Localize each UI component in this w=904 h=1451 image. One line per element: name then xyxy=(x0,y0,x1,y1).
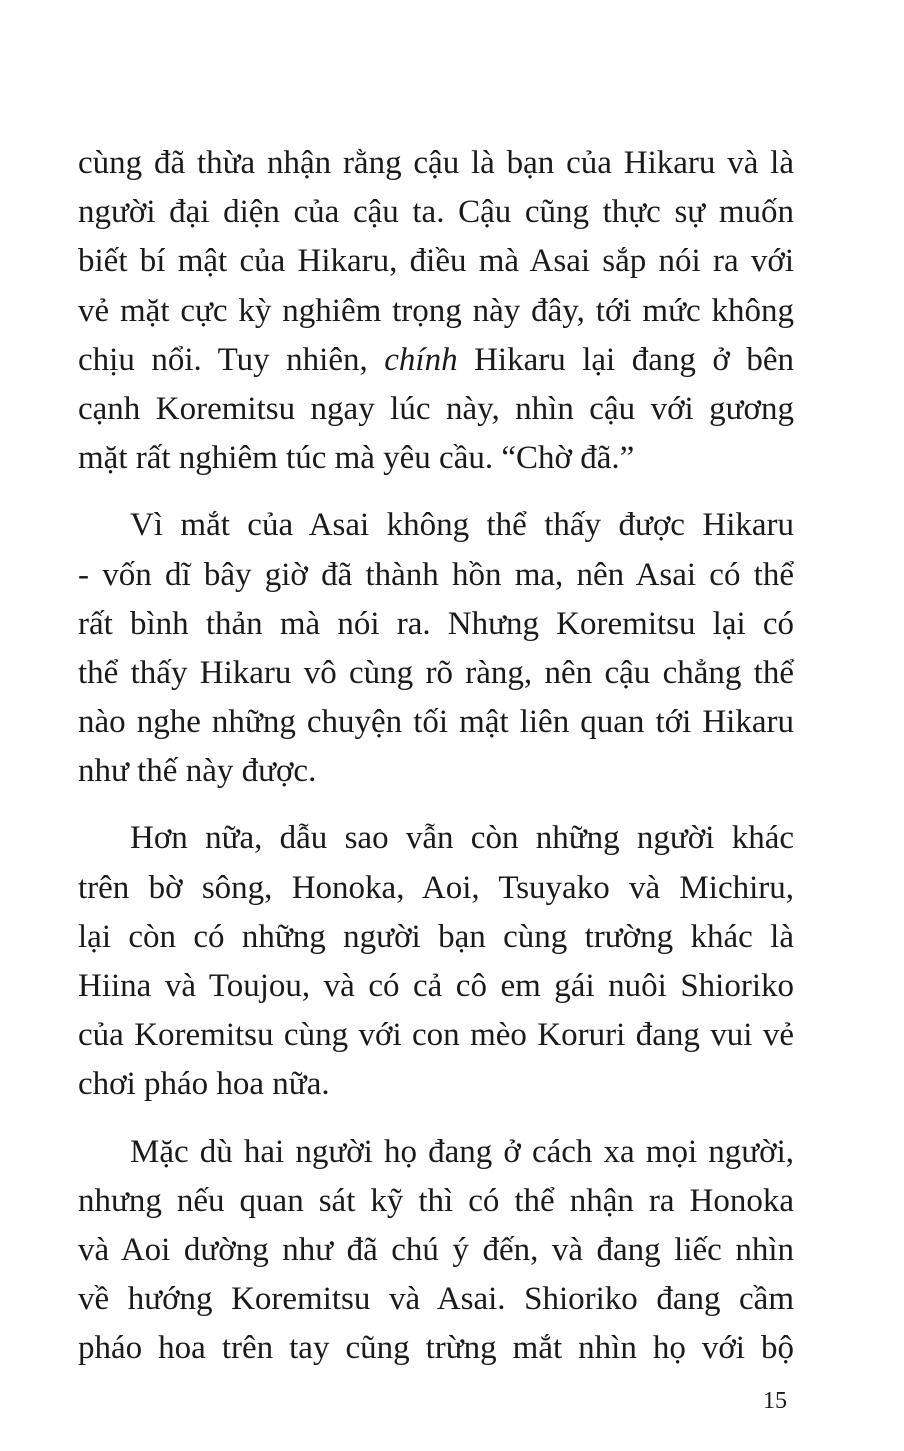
text-line: biết bí mật của Hikaru, điều mà Asai sắp nói ra với xyxy=(78,243,794,280)
page-number: 15 xyxy=(763,1388,787,1414)
text-line: thể thấy Hikaru vô cùng rõ ràng, nên cậu chẳng thể xyxy=(78,654,794,691)
text-line: - vốn dĩ bây giờ đã thành hồn ma, nên Asai có thể xyxy=(78,556,794,593)
text-line: trên bờ sông, Honoka, Aoi, Tsuyako và Michiru, xyxy=(78,869,794,906)
text-line: Hơn nữa, dẫu sao vẫn còn những người khác xyxy=(130,820,794,857)
text-line: nào nghe những chuyện tối mật liên quan tới Hikaru xyxy=(78,704,794,741)
text-line: rất bình thản mà nói ra. Nhưng Koremitsu lại có xyxy=(78,605,794,642)
paragraph-4 xyxy=(78,1128,794,1374)
text-line: mặt rất nghiêm túc mà yêu cầu. “Chờ đã.” xyxy=(78,440,635,477)
text-line: cùng đã thừa nhận rằng cậu là bạn của Hikaru và là xyxy=(78,145,794,181)
text-line: cạnh Koremitsu ngay lúc này, nhìn cậu với gương xyxy=(78,390,794,427)
text-line: và Aoi dường như đã chú ý đến, và đang liếc nhìn xyxy=(78,1231,794,1268)
paragraph-2 xyxy=(78,501,794,796)
text-line: Mặc dù hai người họ đang ở cách xa mọi người, xyxy=(130,1133,794,1170)
emphasis-text: chính xyxy=(384,341,458,378)
paragraph-1 xyxy=(78,139,794,483)
text-line: chơi pháo hoa nữa. xyxy=(78,1066,330,1103)
text-line: chịu nổi. Tuy nhiên, chính Hikaru lại đang ở bên xyxy=(78,341,794,378)
text-line: về hướng Koremitsu và Asai. Shioriko đang cầm xyxy=(78,1281,794,1318)
text-line: pháo hoa trên tay cũng trừng mắt nhìn họ với bộ xyxy=(78,1330,794,1367)
text-line: lại còn có những người bạn cùng trường khác là xyxy=(78,918,794,955)
text-line: nhưng nếu quan sát kỹ thì có thể nhận ra Honoka xyxy=(78,1182,794,1219)
text-line: của Koremitsu cùng với con mèo Koruri đang vui vẻ xyxy=(78,1017,794,1054)
paragraph-3 xyxy=(78,814,794,1109)
text-line: Hiina và Toujou, và có cả cô em gái nuôi Shioriko xyxy=(78,968,794,1004)
body-text xyxy=(78,139,794,1374)
text-line: vẻ mặt cực kỳ nghiêm trọng này đây, tới mức không xyxy=(78,292,794,329)
text-line: người đại diện của cậu ta. Cậu cũng thực sự muốn xyxy=(78,194,794,231)
text-line: như thế này được. xyxy=(78,753,317,790)
text-line: Vì mắt của Asai không thể thấy được Hikaru xyxy=(130,507,794,544)
